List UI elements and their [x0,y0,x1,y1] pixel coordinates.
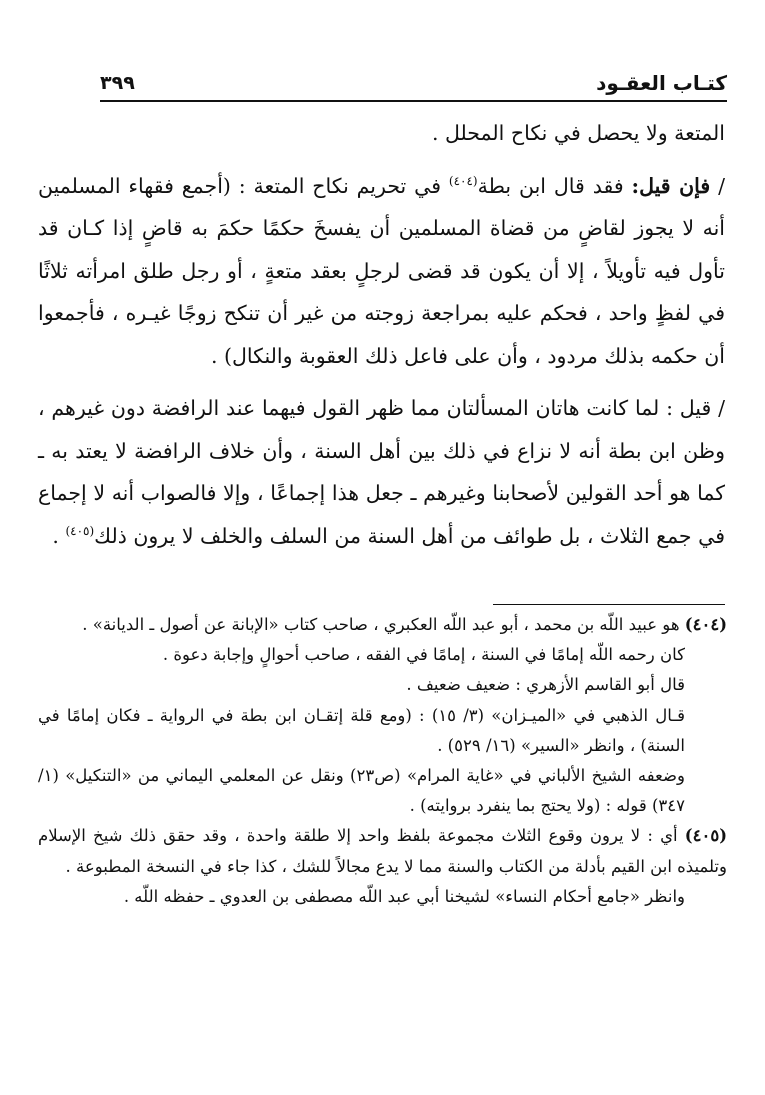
footnote-405-line: وانظر «جامع أحكام النساء» لشيخنا أبي عبد اللّه مصطفى بن العدوي ـ حفظه اللّه . [123,886,685,906]
footnote-404-line: وضعفه الشيخ الألباني في «غاية المرام» (ص٢٣) ونقل عن المعلمي اليماني من «التنكيل» (١/ ٣٤٧) قوله : (ولا يحتج بما ينفرد بروايته) . [38,766,685,816]
reply-text-1: قيل : لما كانت هاتان المسألتان مما ظهر القول فيهما عند الرافضة دون غيرهم ، وظن ابن بطة أنه لا نزاع في ذلك بين أهل السنة ، وأن خلاف الرافضة لا يعتد به ـ كما هو أحد القولين لأصحابنا وغيرهم ـ جعل هذا إجماعًا ، وإلا فالصواب أنه لا إجماع في جمع الثلاث ، بل طوائف من أهل السنة من السلف والخلف لا يرون ذلك [38,396,725,548]
objection-text-1: فقد قال ابن بطة [477,173,632,198]
footnote-text: هو عبيد اللّه بن محمد ، أبو عبد اللّه العكبري ، صاحب كتاب «الإبانة عن أصول ـ الديانة» . [82,615,685,634]
header-title: كتـاب العقـود [596,71,727,95]
footnote-number: (٤٠٤) [684,615,727,634]
footnote-404 [38,610,727,640]
running-header [100,70,727,98]
objection-label: فإن قيل: [631,173,711,198]
footnote-404-line: قـال الذهبي في «الميـزان» (٣/ ١٥) : (ومع قلة إتقـان ابن بطة في الرواية ـ فكان إمامًا في السنة) ، وانظر «السير» (١٦/ ٥٢٩) . [38,705,685,755]
footnote-404-line: كان رحمه اللّه إمامًا في السنة ، إمامًا في الفقه ، صاحب أحوالٍ وإجابة دعوة . [162,645,685,665]
footnote-ref-404: (٤٠٤) [448,173,478,188]
paragraph-intro [38,112,725,155]
footnote-separator [493,604,725,605]
header-rule [100,100,727,102]
footnote-ref-405: (٤٠٥) [65,523,95,538]
page-number: ٣٩٩ [100,72,135,94]
reply-text-2: . [52,523,66,548]
paragraph-intro-text: المتعة ولا يحصل في نكاح المحلل . [431,121,725,145]
paragraph-marker: / [718,173,725,198]
objection-text-2: في تحريم نكاح المتعة : (أجمع فقهاء المسلمين أنه لا يجوز لقاضٍ من قضاة المسلمين أن يفسخَ حكمًا حكمَ به قاضٍ إذا كـان قد تأول فيه تأويلاً ، إلا أن يكون قد قضى لرجلٍ بعقد متعةٍ ، أو رجل طلق امرأته ثلاثًا في لفظٍ واحد ، فحكم عليه بمراجعة زوجته من غير أن تنكح زوجًا غيـره ، فأجمعوا أن حكمه بذلك مردود ، وأن على فاعل ذلك العقوبة والنكال) . [38,173,725,368]
main-text [38,112,725,557]
paragraph-reply [38,387,725,557]
footnote-number: (٤٠٥) [684,826,727,846]
footnote-404-line: قال أبو القاسم الأزهري : ضعيف ضعيف . [406,675,685,695]
paragraph-marker: / [718,396,725,420]
footnote-text: أي : لا يرون وقوع الثلاث مجموعة بلفظ واحد إلا طلقة واحدة ، وقد حقق ذلك شيخ الإسلام وتلميذه ابن القيم بأدلة من الكتاب والسنة مما لا يدع مجالاً للشك ، كذا جاء في النسخة المطبوعة . [38,826,727,876]
paragraph-objection [38,165,725,378]
footnotes [38,610,727,912]
footnote-405 [38,821,727,881]
